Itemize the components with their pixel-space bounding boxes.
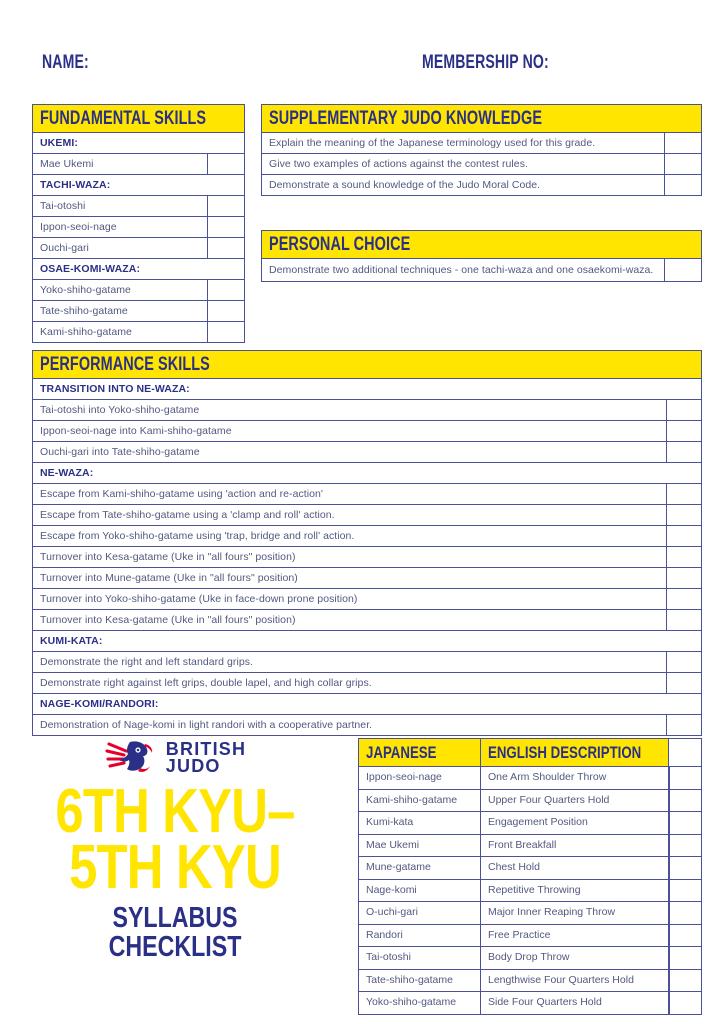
checklist-checkbox-cell[interactable] [664, 175, 701, 195]
checklist-row [33, 217, 244, 238]
category-label: OSAE-KOMI-WAZA: [40, 263, 141, 275]
checklist-checkbox-cell[interactable] [666, 421, 701, 441]
grade-title-line-1: 6TH KYU– [55, 777, 295, 846]
glossary-checkbox-cell[interactable] [669, 902, 701, 924]
checklist-row [33, 301, 244, 322]
checklist-row [33, 652, 701, 673]
glossary-japanese-term: Tate-shiho-gatame [359, 970, 481, 992]
checklist-checkbox-cell[interactable] [666, 673, 701, 693]
checklist-checkbox-cell[interactable] [207, 196, 244, 216]
glossary-row [359, 880, 701, 903]
checklist-row [33, 673, 701, 694]
glossary-row [359, 992, 701, 1014]
checklist-row [33, 442, 701, 463]
checklist-checkbox-cell[interactable] [666, 610, 701, 630]
checklist-item-label: Demonstration of Nage-komi in light randori with a cooperative partner. [40, 719, 373, 731]
glossary-row [359, 790, 701, 813]
supplementary-judo-knowledge-section [261, 104, 702, 196]
checklist-row [33, 715, 701, 735]
checklist-checkbox-cell[interactable] [207, 322, 244, 342]
checklist-row [33, 400, 701, 421]
checklist-item-label: Ippon-seoi-nage into Kami-shiho-gatame [40, 425, 232, 437]
document-subtitle: SYLLABUS CHECKLIST [108, 902, 242, 963]
checklist-item-label: Tate-shiho-gatame [40, 305, 128, 317]
fundamental-skills-section [32, 104, 245, 343]
category-row [33, 133, 244, 154]
performance-skills-title-bar [32, 350, 702, 379]
supplementary-knowledge-title-bar [261, 104, 702, 133]
checklist-checkbox-cell[interactable] [666, 568, 701, 588]
checklist-checkbox-cell[interactable] [666, 652, 701, 672]
glossary-checkbox-cell[interactable] [669, 767, 701, 789]
category-label: TACHI-WAZA: [40, 179, 111, 191]
checklist-checkbox-cell[interactable] [664, 259, 701, 281]
checklist-row [262, 133, 701, 154]
checklist-row [262, 259, 701, 281]
checklist-item-label: Tai-otoshi into Yoko-shiho-gatame [40, 404, 200, 416]
checklist-item-label: Escape from Tate-shiho-gatame using a 'clamp and roll' action. [40, 509, 335, 521]
checklist-checkbox-cell[interactable] [666, 526, 701, 546]
checklist-row [33, 589, 701, 610]
terminology-glossary-section [358, 738, 702, 1015]
glossary-row [359, 902, 701, 925]
checklist-row [33, 196, 244, 217]
glossary-header-row [358, 738, 702, 767]
glossary-checkbox-cell[interactable] [669, 970, 701, 992]
checklist-row [262, 175, 701, 195]
checklist-checkbox-cell[interactable] [666, 484, 701, 504]
checklist-item-label: Demonstrate right against left grips, double lapel, and high collar grips. [40, 677, 372, 689]
checklist-item-label: Escape from Kami-shiho-gatame using 'action and re-action' [40, 488, 323, 500]
logo-line-judo: JUDO [165, 756, 221, 776]
glossary-english-description: Free Practice [481, 925, 669, 947]
checklist-item-label: Escape from Yoko-shiho-gatame using 'trap, bridge and roll' action. [40, 530, 355, 542]
glossary-japanese-header-label: JAPANESE [366, 743, 437, 762]
glossary-checkbox-cell[interactable] [669, 835, 701, 857]
checklist-row [33, 547, 701, 568]
checklist-checkbox-cell[interactable] [207, 280, 244, 300]
checklist-checkbox-cell[interactable] [666, 589, 701, 609]
glossary-checkbox-cell[interactable] [669, 925, 701, 947]
glossary-japanese-term: Yoko-shiho-gatame [359, 992, 481, 1014]
glossary-check-header [669, 739, 701, 766]
personal-choice-title: PERSONAL CHOICE [269, 234, 411, 255]
performance-skills-table [32, 379, 702, 736]
glossary-checkbox-cell[interactable] [669, 857, 701, 879]
british-judo-wordmark [166, 741, 246, 775]
glossary-japanese-header [359, 739, 481, 766]
category-label: UKEMI: [40, 137, 78, 149]
glossary-japanese-term: Ippon-seoi-nage [359, 767, 481, 789]
glossary-table [358, 767, 702, 1015]
checklist-row [262, 154, 701, 175]
glossary-japanese-term: Mune-gatame [359, 857, 481, 879]
glossary-checkbox-cell[interactable] [669, 790, 701, 812]
glossary-japanese-term: Kami-shiho-gatame [359, 790, 481, 812]
glossary-japanese-term: Kumi-kata [359, 812, 481, 834]
checklist-checkbox-cell[interactable] [207, 301, 244, 321]
checklist-item-label: Ouchi-gari [40, 242, 89, 254]
checklist-row [33, 280, 244, 301]
personal-choice-table [261, 259, 702, 282]
category-label: NE-WAZA: [40, 467, 94, 479]
checklist-checkbox-cell[interactable] [664, 133, 701, 153]
checklist-checkbox-cell[interactable] [207, 154, 244, 174]
glossary-japanese-term: Mae Ukemi [359, 835, 481, 857]
british-judo-lion-icon [104, 738, 158, 778]
glossary-english-description: Repetitive Throwing [481, 880, 669, 902]
checklist-row [33, 322, 244, 342]
checklist-checkbox-cell[interactable] [207, 238, 244, 258]
checklist-row [33, 505, 701, 526]
glossary-row [359, 835, 701, 858]
glossary-row [359, 767, 701, 790]
checklist-row [33, 421, 701, 442]
glossary-english-description: Engagement Position [481, 812, 669, 834]
category-label: NAGE-KOMI/RANDORI: [40, 698, 159, 710]
checklist-item-label: Demonstrate two additional techniques - one tachi-waza and one osaekomi-waza. [269, 264, 654, 276]
glossary-japanese-term: O-uchi-gari [359, 902, 481, 924]
glossary-english-description: Major Inner Reaping Throw [481, 902, 669, 924]
checklist-item-label: Give two examples of actions against the contest rules. [269, 158, 528, 170]
supplementary-knowledge-title: SUPPLEMENTARY JUDO KNOWLEDGE [269, 108, 543, 129]
glossary-japanese-term: Randori [359, 925, 481, 947]
glossary-english-header [481, 739, 669, 766]
personal-choice-title-bar [261, 230, 702, 259]
checklist-item-label: Demonstrate a sound knowledge of the Judo Moral Code. [269, 179, 541, 191]
supplementary-knowledge-table [261, 133, 702, 196]
category-row [33, 631, 701, 652]
checklist-checkbox-cell[interactable] [664, 154, 701, 174]
membership-number-label: MEMBERSHIP NO: [422, 52, 549, 73]
glossary-english-header-label: ENGLISH DESCRIPTION [488, 743, 642, 762]
checklist-checkbox-cell[interactable] [666, 442, 701, 462]
glossary-english-description: Chest Hold [481, 857, 669, 879]
branding-block [10, 736, 340, 976]
logo-line-british: BRITISH [165, 739, 247, 759]
checklist-item-label: Kami-shiho-gatame [40, 326, 132, 338]
checklist-item-label: Yoko-shiho-gatame [40, 284, 131, 296]
checklist-item-label: Ouchi-gari into Tate-shiho-gatame [40, 446, 200, 458]
glossary-row [359, 812, 701, 835]
performance-skills-section [32, 350, 702, 736]
glossary-checkbox-cell[interactable] [669, 880, 701, 902]
glossary-row [359, 857, 701, 880]
glossary-english-description: Front Breakfall [481, 835, 669, 857]
glossary-checkbox-cell[interactable] [669, 812, 701, 834]
checklist-checkbox-cell[interactable] [666, 547, 701, 567]
category-row [33, 259, 244, 280]
glossary-row [359, 947, 701, 970]
category-row [33, 463, 701, 484]
checklist-checkbox-cell[interactable] [666, 715, 701, 735]
checklist-row [33, 568, 701, 589]
checklist-item-label: Demonstrate the right and left standard grips. [40, 656, 253, 668]
glossary-english-description: Side Four Quarters Hold [481, 992, 669, 1014]
category-label: TRANSITION INTO NE-WAZA: [40, 383, 190, 395]
category-row [33, 379, 701, 400]
checklist-item-label: Ippon-seoi-nage [40, 221, 117, 233]
checklist-row [33, 238, 244, 259]
checklist-item-label: Turnover into Yoko-shiho-gatame (Uke in face-down prone position) [40, 593, 358, 605]
performance-skills-title: PERFORMANCE SKILLS [40, 354, 210, 375]
personal-choice-section [261, 230, 702, 282]
checklist-item-label: Tai-otoshi [40, 200, 86, 212]
checklist-item-label: Mae Ukemi [40, 158, 94, 170]
category-row [33, 694, 701, 715]
grade-title-line-2: 5TH KYU [69, 833, 281, 902]
glossary-english-description: Upper Four Quarters Hold [481, 790, 669, 812]
checklist-item-label: Turnover into Kesa-gatame (Uke in "all fours" position) [40, 551, 296, 563]
checklist-row [33, 610, 701, 631]
glossary-english-description: One Arm Shoulder Throw [481, 767, 669, 789]
checklist-checkbox-cell[interactable] [666, 505, 701, 525]
glossary-japanese-term: Tai-otoshi [359, 947, 481, 969]
glossary-row [359, 925, 701, 948]
glossary-checkbox-cell[interactable] [669, 992, 701, 1014]
glossary-japanese-term: Nage-komi [359, 880, 481, 902]
fundamental-skills-title: FUNDAMENTAL SKILLS [40, 108, 207, 129]
checklist-row [33, 526, 701, 547]
checklist-item-label: Turnover into Kesa-gatame (Uke in "all fours" position) [40, 614, 296, 626]
checklist-checkbox-cell[interactable] [207, 217, 244, 237]
checklist-row [33, 484, 701, 505]
glossary-english-description: Lengthwise Four Quarters Hold [481, 970, 669, 992]
name-label: NAME: [42, 52, 89, 73]
glossary-row [359, 970, 701, 993]
checklist-item-label: Explain the meaning of the Japanese terminology used for this grade. [269, 137, 596, 149]
glossary-english-description: Body Drop Throw [481, 947, 669, 969]
checklist-checkbox-cell[interactable] [666, 400, 701, 420]
fundamental-skills-table [32, 133, 245, 343]
british-judo-logo [10, 736, 340, 780]
checklist-row [33, 154, 244, 175]
category-label: KUMI-KATA: [40, 635, 103, 647]
grade-title [40, 777, 311, 902]
form-header [0, 52, 724, 82]
glossary-checkbox-cell[interactable] [669, 947, 701, 969]
fundamental-skills-title-bar [32, 104, 245, 133]
category-row [33, 175, 244, 196]
checklist-item-label: Turnover into Mune-gatame (Uke in "all fours" position) [40, 572, 298, 584]
